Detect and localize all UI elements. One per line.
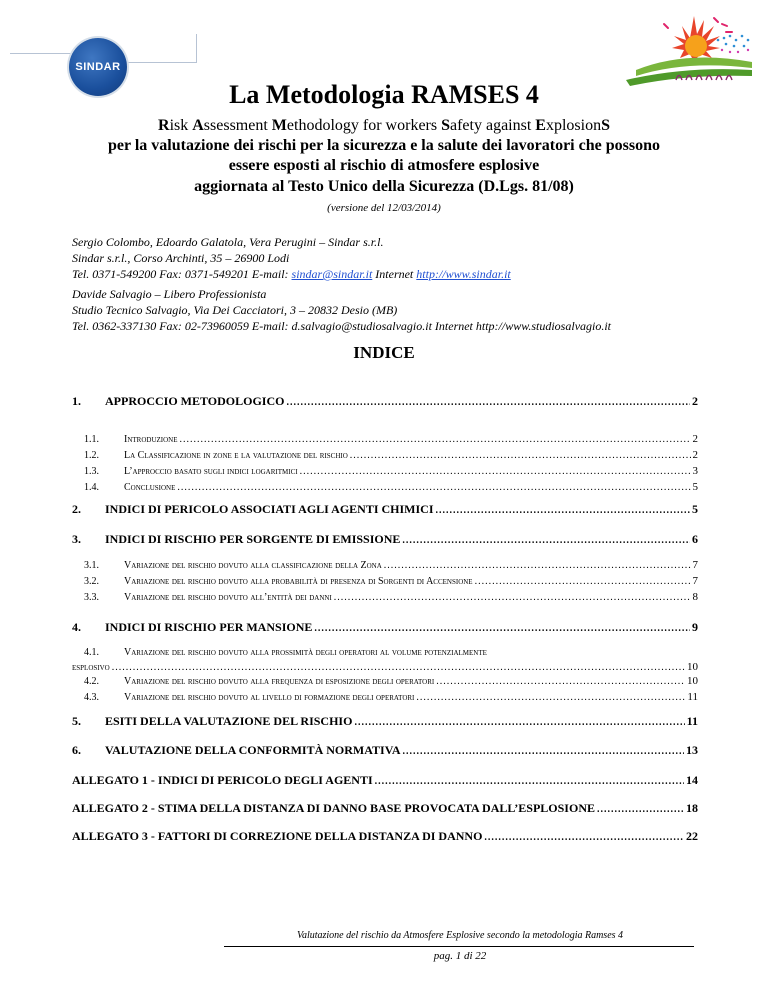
toc-title: Variazione del rischio dovuto all’entità dei danni (124, 592, 332, 603)
toc-entry[interactable] (72, 465, 698, 477)
acronym-letter: E (535, 117, 546, 134)
toc-title: VALUTAZIONE DELLA CONFORMITÀ NORMATIVA (105, 743, 401, 757)
toc-leader (300, 466, 691, 477)
toc-page-number: 13 (686, 743, 698, 757)
toc-entry[interactable] (72, 575, 698, 587)
acronym-letter: M (271, 117, 287, 134)
toc-leader (402, 746, 684, 757)
toc-leader (384, 560, 691, 571)
toc-leader (475, 576, 691, 587)
document-title: La Metodologia RAMSES 4 (229, 80, 539, 109)
toc-title: ESITI DELLA VALUTAZIONE DEL RISCHIO (105, 714, 353, 728)
toc-entry[interactable] (72, 433, 698, 445)
toc-title: INDICI DI RISCHIO PER SORGENTE DI EMISSIONE (105, 532, 401, 546)
toc-title: INDICI DI RISCHIO PER MANSIONE (105, 620, 313, 634)
authors-block-salvagio (72, 286, 732, 334)
toc-leader (177, 482, 690, 493)
author-address: Studio Tecnico Salvagio, Via Dei Cacciatori, 3 – 20832 Desio (MB) (72, 303, 398, 317)
toc-page-number: 6 (692, 532, 698, 546)
toc-page-number: 7 (692, 559, 698, 571)
toc-title: ALLEGATO 3 - FATTORI DI CORREZIONE DELLA DISTANZA DI DANNO (72, 829, 483, 843)
toc-entry[interactable] (72, 743, 698, 758)
toc-leader (314, 623, 690, 634)
subtitle-line: per la valutazione dei rischi per la sicurezza e la salute dei lavoratori che possono (108, 137, 660, 154)
toc-entry[interactable] (72, 591, 698, 603)
toc-number: 5. (72, 714, 81, 728)
toc-title: Variazione del rischio dovuto alla classificazione della Zona (124, 560, 382, 571)
toc-leader (416, 692, 685, 703)
toc-leader (484, 832, 684, 843)
acronym-word: ssessment (203, 117, 272, 134)
contact-text: Internet (372, 267, 417, 281)
toc-page-number: 14 (686, 773, 698, 787)
toc-entry[interactable] (72, 394, 698, 409)
toc-number: 1. (72, 394, 81, 408)
toc-entry[interactable] (72, 714, 698, 729)
ramses-logo-icon (606, 10, 756, 90)
toc-entry[interactable] (72, 481, 698, 493)
toc-number: 3.3. (84, 592, 99, 603)
acronym-letter: A (192, 117, 204, 134)
toc-number: 4.3. (84, 692, 99, 703)
toc-page-number: 3 (692, 465, 698, 477)
toc-leader (375, 776, 684, 787)
author-contacts: Tel. 0362-337130 Fax: 02-73960059 E-mail: d.salvagio@studiosalvagio.it Internet http://www.studiosalvagio.it (72, 319, 612, 333)
toc-page-number: 10 (687, 661, 698, 673)
toc-title: Variazione del rischio dovuto alla probabilità di presenza di Sorgenti di Accensione (124, 576, 473, 587)
toc-title: ALLEGATO 1 - INDICI DI PERICOLO DEGLI AGENTI (72, 773, 373, 787)
toc-page-number: 5 (692, 481, 698, 493)
acronym-word: xplosion (545, 117, 602, 134)
toc-entry-first-line (72, 647, 698, 658)
author-contacts (72, 266, 732, 282)
subtitle-line: aggiornata al Testo Unico della Sicurezza (D.Lgs. 81/08) (194, 178, 574, 195)
toc-entry-second-line (72, 661, 698, 673)
toc-title: Variazione del rischio dovuto alla prossimità degli operatori al volume potenzialmente (124, 647, 487, 658)
website-link[interactable]: http://www.sindar.it (416, 267, 511, 281)
toc-leader (112, 662, 685, 673)
toc-entry[interactable] (72, 691, 698, 703)
toc-page-number: 10 (687, 675, 698, 687)
toc-leader (180, 434, 691, 445)
toc-entry[interactable] (72, 829, 698, 844)
toc-title: Introduzione (124, 434, 178, 445)
toc-page-number: 18 (686, 801, 698, 815)
toc-number: 2. (72, 502, 81, 516)
toc-entry[interactable] (72, 559, 698, 571)
toc-leader (354, 717, 684, 728)
toc-page-number: 7 (692, 575, 698, 587)
toc-leader (286, 397, 690, 408)
toc-title-continued: esplosivo (72, 662, 110, 673)
toc-number: 1.2. (84, 450, 99, 461)
page-number: pag. 1 di 22 (433, 950, 487, 962)
sindar-logo-text: SINDAR (75, 61, 121, 73)
acronym-word: afety against (450, 117, 536, 134)
toc-leader (402, 535, 690, 546)
toc-page-number: 22 (686, 829, 698, 843)
toc-number: 1.4. (84, 482, 99, 493)
toc-entry[interactable] (72, 801, 698, 816)
toc-page-number: 11 (686, 714, 698, 728)
subtitle-line: essere esposti al rischio di atmosfere esplosive (228, 157, 540, 174)
toc-entry[interactable] (72, 773, 698, 788)
toc-leader (436, 676, 685, 687)
acronym-word: isk (169, 117, 193, 134)
toc-number: 1.1. (84, 434, 99, 445)
toc-leader (334, 592, 691, 603)
author-names: Davide Salvagio – Libero Professionista (72, 287, 267, 301)
acronym-letter: S (601, 117, 610, 134)
contact-text: Tel. 0371-549200 Fax: 0371-549201 E-mail: (72, 267, 292, 281)
toc-title: ALLEGATO 2 - STIMA DELLA DISTANZA DI DANNO BASE PROVOCATA DALL’ESPLOSIONE (72, 801, 595, 815)
toc-page-number: 8 (692, 591, 698, 603)
toc-entry[interactable] (72, 449, 698, 461)
toc-number: 4. (72, 620, 81, 634)
toc-number: 3.1. (84, 560, 99, 571)
toc-leader (597, 804, 684, 815)
toc-number: 4.1. (84, 647, 99, 658)
acronym-letter: S (441, 117, 450, 134)
toc-page-number: 2 (692, 394, 698, 408)
toc-number: 3.2. (84, 576, 99, 587)
footer-text: Valutazione del rischio da Atmosfere Esplosive secondo la metodologia Ramses 4 (296, 930, 624, 941)
toc-page-number: 2 (692, 449, 698, 461)
toc-page-number: 5 (692, 502, 698, 516)
toc-entry[interactable] (72, 675, 698, 687)
toc-title: La Classificazione in zone e la valutazione del rischio (124, 450, 348, 461)
toc-title: APPROCCIO METODOLOGICO (105, 394, 285, 408)
acronym-letter: R (158, 117, 170, 134)
author-address: Sindar s.r.l., Corso Archinti, 35 – 26900 Lodi (72, 251, 290, 265)
logo-rule (196, 34, 197, 62)
toc-entry[interactable] (72, 647, 698, 673)
email-link[interactable]: sindar@sindar.it (291, 267, 373, 281)
toc-leader (436, 505, 690, 516)
toc-number: 1.3. (84, 466, 99, 477)
toc-page-number: 2 (692, 433, 698, 445)
authors-block-sindar (72, 234, 732, 282)
toc-title: L’approccio basato sugli indici logaritmici (124, 466, 298, 477)
version-note: (versione del 12/03/2014) (327, 202, 441, 214)
author-names: Sergio Colombo, Edoardo Galatola, Vera Perugini – Sindar s.r.l. (72, 235, 384, 249)
acronym-word: ethodology for workers (286, 117, 442, 134)
toc-entry[interactable] (72, 532, 698, 547)
toc-title: INDICI DI PERICOLO ASSOCIATI AGLI AGENTI CHIMICI (105, 502, 434, 516)
footer-rule (224, 946, 694, 947)
toc-number: 3. (72, 532, 81, 546)
toc-title: Variazione del rischio dovuto alla frequenza di esposizione degli operatori (124, 676, 435, 687)
toc-page-number: 9 (692, 620, 698, 634)
toc-number: 6. (72, 743, 81, 757)
subtitle-acronym (0, 117, 768, 135)
toc-entry[interactable] (72, 502, 698, 517)
toc-title: Conclusione (124, 482, 176, 493)
toc-number: 4.2. (84, 676, 99, 687)
toc-leader (350, 450, 691, 461)
toc-page-number: 11 (687, 691, 698, 703)
toc-entry[interactable] (72, 620, 698, 635)
index-heading: INDICE (353, 343, 415, 362)
toc-title: Variazione del rischio dovuto al livello di formazione degli operatori (124, 692, 415, 703)
